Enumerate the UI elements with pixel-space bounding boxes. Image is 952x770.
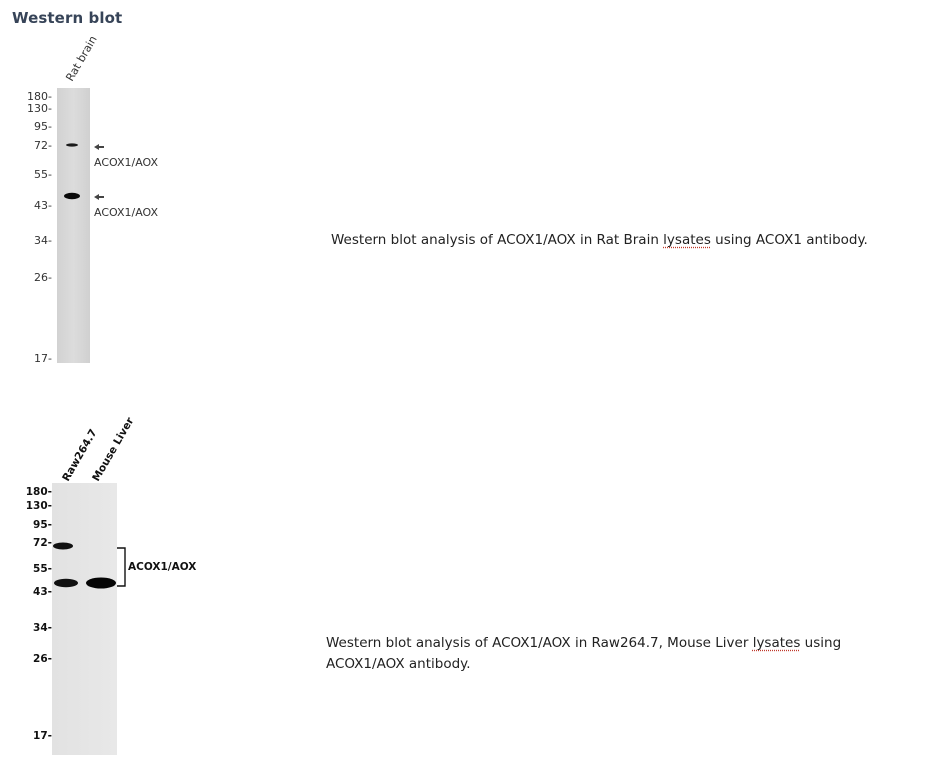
caption-text: Western blot analysis of ACOX1/AOX in Rat Brain — [331, 232, 664, 248]
mw-marker: 55- — [33, 563, 52, 575]
lane-label-mouse-liver: Mouse Liver — [90, 415, 137, 484]
mw-marker: 130- — [27, 102, 52, 115]
blot2-membrane — [52, 483, 117, 755]
caption-text: using ACOX1 antibody. — [710, 232, 868, 248]
caption-text: using — [800, 635, 842, 651]
band-47 — [64, 193, 80, 199]
mw-marker: 34- — [33, 622, 52, 634]
band-72 — [66, 143, 78, 146]
mw-marker: 180- — [27, 90, 52, 103]
mw-marker: 26- — [34, 271, 52, 284]
bracket-icon — [117, 548, 125, 586]
mw-marker: 180- — [25, 486, 52, 498]
mw-marker: 95- — [33, 519, 52, 531]
mw-marker: 34- — [34, 234, 52, 247]
lane-label-raw264-7: Raw264.7 — [60, 427, 100, 484]
mw-marker: 43- — [33, 586, 52, 598]
arrow-icon — [94, 144, 104, 150]
blot1-lane — [57, 88, 90, 363]
mw-marker: 130- — [25, 500, 52, 512]
blot1-caption — [331, 230, 931, 251]
mw-marker: 72- — [33, 537, 52, 549]
band-label: ACOX1/AOX — [128, 561, 197, 573]
lane-label-rat-brain: Rat brain — [63, 33, 100, 84]
caption-text: ACOX1/AOX antibody. — [326, 656, 471, 672]
spellcheck-flagged-word: lysates — [752, 635, 801, 651]
blot2-caption — [326, 633, 886, 675]
mw-marker: 55- — [34, 168, 52, 181]
band-label: ACOX1/AOX — [94, 156, 159, 169]
band-72-raw264-7 — [53, 543, 73, 550]
mw-marker: 17- — [33, 730, 52, 742]
mw-marker: 26- — [33, 653, 52, 665]
arrow-icon — [94, 194, 104, 200]
band-47-raw264-7 — [54, 579, 78, 587]
band-47-mouse-liver — [86, 578, 116, 589]
band-label: ACOX1/AOX — [94, 206, 159, 219]
western-blot-image-2 — [0, 415, 220, 765]
mw-marker: 17- — [34, 352, 52, 365]
mw-marker: 72- — [34, 139, 52, 152]
section-title: Western blot — [12, 9, 123, 27]
western-blot-image-1 — [0, 33, 200, 370]
mw-marker: 95- — [34, 120, 52, 133]
caption-text: Western blot analysis of ACOX1/AOX in Raw264.7, Mouse Liver — [326, 635, 753, 651]
spellcheck-flagged-word: lysates — [663, 232, 711, 248]
mw-marker: 43- — [34, 199, 52, 212]
